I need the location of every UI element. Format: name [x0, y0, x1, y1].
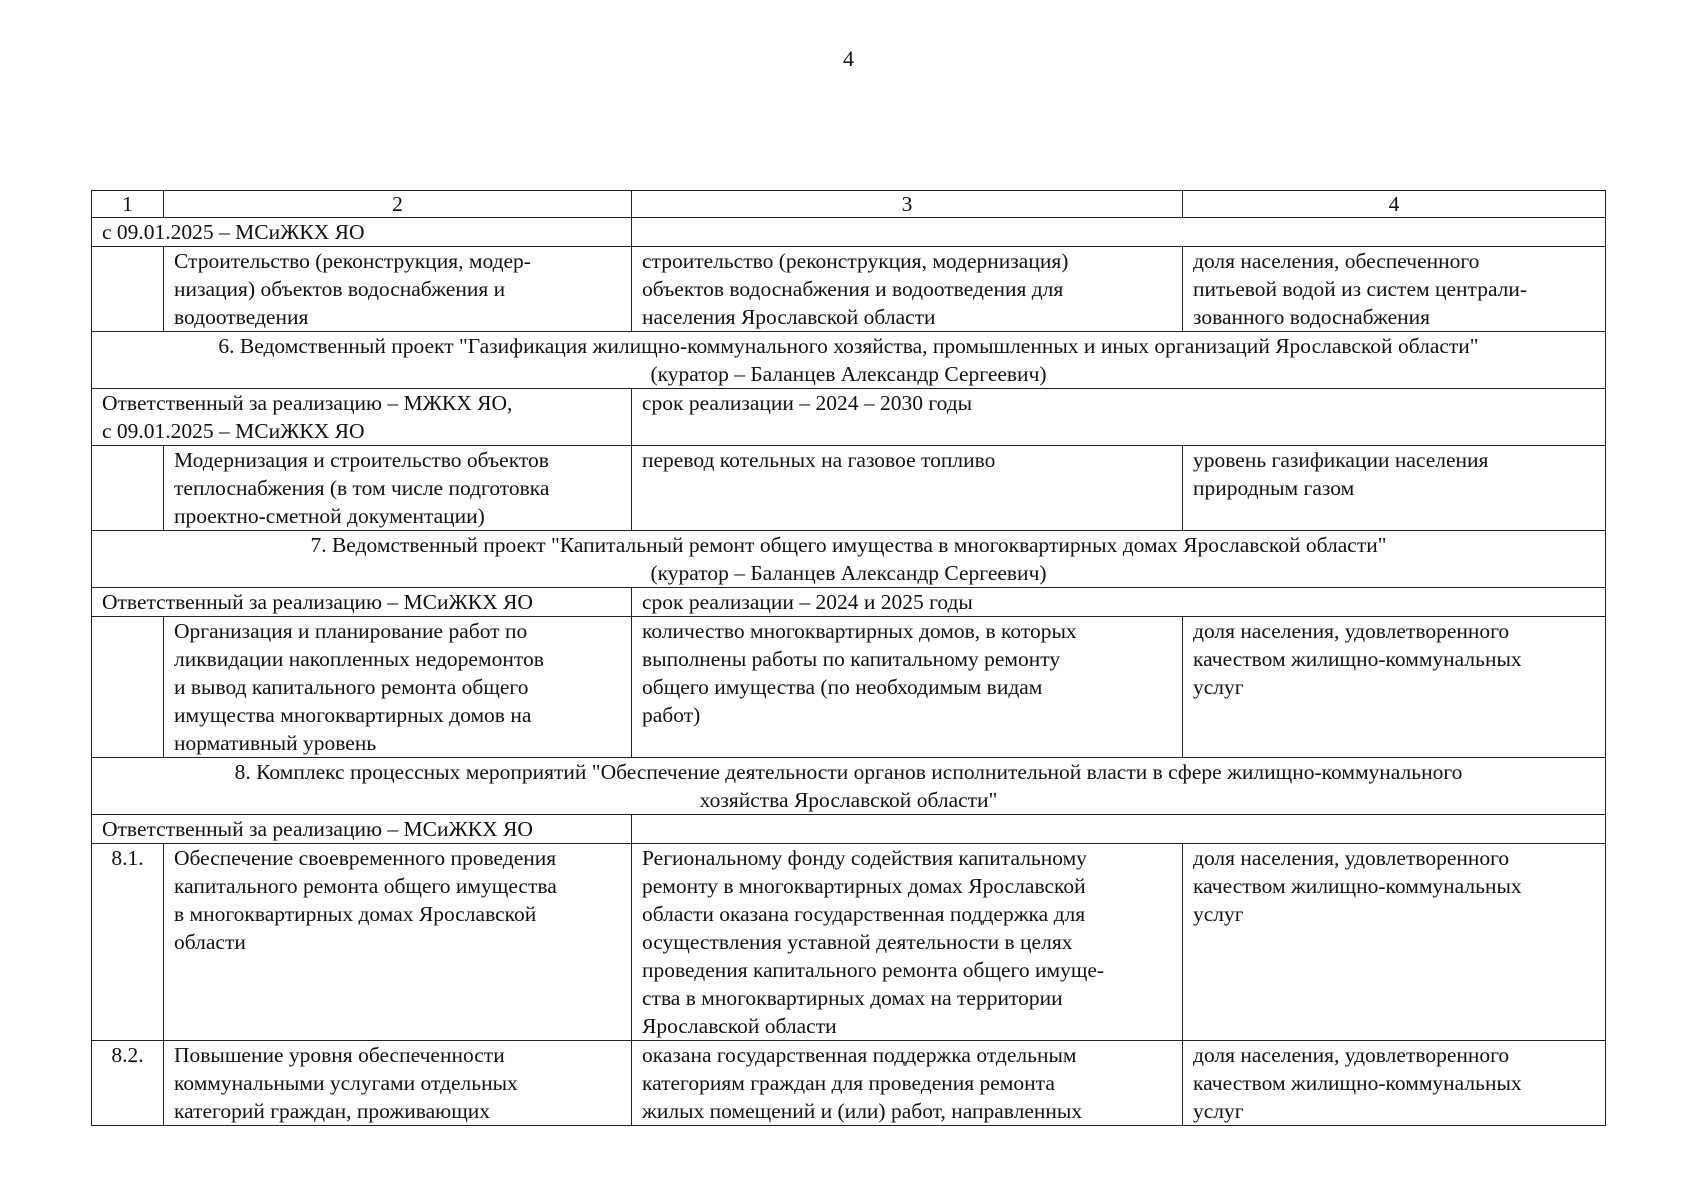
cell-line: качеством жилищно-коммунальных	[1193, 1071, 1522, 1095]
activity-cell	[164, 247, 632, 332]
cell-line: Строительство (реконструкция, модер-	[174, 249, 531, 273]
cell-line: 6. Ведомственный проект "Газификация жилищно-коммунального хозяйства, промышленных и иных организаций Ярославской области"	[218, 334, 1479, 358]
cell-line: нормативный уровень	[174, 731, 377, 755]
activity-cell	[164, 446, 632, 531]
indicator-cell	[1183, 446, 1606, 531]
cell-line: оказана государственная поддержка отдельным	[642, 1043, 1077, 1067]
cell-line: хозяйства Ярославской области"	[699, 788, 998, 812]
table-row	[92, 617, 1606, 758]
cell-line: Ответственный за реализацию – МСиЖКХ ЯО	[102, 817, 533, 841]
cell-line: услуг	[1193, 675, 1244, 699]
table-row	[92, 247, 1606, 332]
row-number-cell: 8.2.	[92, 1041, 164, 1126]
cell-line: с 09.01.2025 – МСиЖКХ ЯО	[102, 419, 365, 443]
cell-line: Обеспечение своевременного проведения	[174, 846, 557, 870]
cell-line: природным газом	[1193, 476, 1355, 500]
indicator-cell	[1183, 844, 1606, 1041]
empty-cell	[632, 815, 1606, 844]
table-row	[92, 389, 1606, 446]
cell-line: питьевой водой из систем централи-	[1193, 277, 1528, 301]
cell-line: доля населения, удовлетворенного	[1193, 846, 1510, 870]
cell-line: услуг	[1193, 902, 1244, 926]
cell-line: (куратор – Баланцев Александр Сергеевич)	[650, 362, 1047, 386]
table-row	[92, 218, 1606, 247]
cell-line: доля населения, удовлетворенного	[1193, 1043, 1510, 1067]
cell-line: строительство (реконструкция, модернизация)	[642, 249, 1069, 273]
cell-line: уровень газификации населения	[1193, 448, 1489, 472]
cell-line: категориям граждан для проведения ремонта	[642, 1071, 1055, 1095]
section-title-7	[92, 531, 1606, 588]
section-title-6	[92, 332, 1606, 389]
cell-line: низация) объектов водоснабжения и	[174, 277, 506, 301]
result-cell	[632, 1041, 1183, 1126]
header-cell-4: 4	[1183, 191, 1606, 218]
activity-cell	[164, 844, 632, 1041]
cell-line: ремонту в многоквартирных домах Ярославской	[642, 874, 1086, 898]
cell-line: объектов водоснабжения и водоотведения для	[642, 277, 1064, 301]
cell-line: категорий граждан, проживающих	[174, 1099, 491, 1123]
table-row	[92, 1041, 1606, 1126]
cell-line: ства в многоквартирных домах на территории	[642, 986, 1063, 1010]
section-row-7	[92, 531, 1606, 588]
cell-line: теплоснабжения (в том числе подготовка	[174, 476, 550, 500]
cell-line: с 09.01.2025 – МСиЖКХ ЯО	[102, 220, 365, 244]
header-cell-3: 3	[632, 191, 1183, 218]
deadline-cell	[632, 588, 1606, 617]
cell-line: Региональному фонду содействия капитальному	[642, 846, 1087, 870]
table-row	[92, 446, 1606, 531]
cell-line: срок реализации – 2024 и 2025 годы	[642, 590, 973, 614]
indicator-cell	[1183, 247, 1606, 332]
cell-line: 7. Ведомственный проект "Капитальный ремонт общего имущества в многоквартирных домах Ярославской области"	[310, 533, 1387, 557]
table-row	[92, 815, 1606, 844]
cell-line: населения Ярославской области	[642, 305, 936, 329]
cell-line: Ярославской области	[642, 1014, 837, 1038]
cell-line: доля населения, удовлетворенного	[1193, 619, 1510, 643]
responsible-cell	[92, 588, 632, 617]
result-cell	[632, 446, 1183, 531]
cell-line: Организация и планирование работ по	[174, 619, 528, 643]
cell-line: области	[174, 930, 246, 954]
cell-line: Ответственный за реализацию – МЖКХ ЯО,	[102, 391, 513, 415]
row-number-cell	[92, 617, 164, 758]
cell-line: водоотведения	[174, 305, 309, 329]
table-row	[92, 844, 1606, 1041]
indicator-cell	[1183, 617, 1606, 758]
cell-line: Ответственный за реализацию – МСиЖКХ ЯО	[102, 590, 533, 614]
cell-line: Повышение уровня обеспеченности	[174, 1043, 505, 1067]
cell-line: услуг	[1193, 1099, 1244, 1123]
cell-line: в многоквартирных домах Ярославской	[174, 902, 537, 926]
cell-line: перевод котельных на газовое топливо	[642, 448, 996, 472]
cell-line: доля населения, обеспеченного	[1193, 249, 1480, 273]
cell-line: капитального ремонта общего имущества	[174, 874, 557, 898]
responsible-cell	[92, 815, 632, 844]
cell-line: (куратор – Баланцев Александр Сергеевич)	[650, 561, 1047, 585]
header-cell-1: 1	[92, 191, 164, 218]
cell-line: работ)	[642, 703, 701, 727]
cell-line: качеством жилищно-коммунальных	[1193, 647, 1522, 671]
result-cell	[632, 247, 1183, 332]
table-row	[92, 588, 1606, 617]
row-number-cell: 8.1.	[92, 844, 164, 1041]
cell-line: проведения капитального ремонта общего имуще-	[642, 958, 1105, 982]
table-header-row	[92, 191, 1606, 218]
cell-line: проектно-сметной документации)	[174, 504, 485, 528]
cell-line: общего имущества (по необходимым видам	[642, 675, 1043, 699]
activity-cell	[164, 617, 632, 758]
cell-line: имущества многоквартирных домов на	[174, 703, 532, 727]
result-cell	[632, 844, 1183, 1041]
cell-line: осуществления уставной деятельности в целях	[642, 930, 1073, 954]
row-number-cell	[92, 446, 164, 531]
responsible-cell	[92, 389, 632, 446]
deadline-cell	[632, 389, 1606, 446]
responsible-cell	[92, 218, 632, 247]
cell-line: качеством жилищно-коммунальных	[1193, 874, 1522, 898]
cell-line: коммунальными услугами отдельных	[174, 1071, 518, 1095]
section-row-8	[92, 758, 1606, 815]
page-number: 4	[843, 46, 854, 71]
cell-line: ликвидации накопленных недоремонтов	[174, 647, 544, 671]
cell-line: и вывод капитального ремонта общего	[174, 675, 529, 699]
section-row-6	[92, 332, 1606, 389]
indicator-cell	[1183, 1041, 1606, 1126]
empty-cell	[632, 218, 1606, 247]
result-cell	[632, 617, 1183, 758]
cell-line: количество многоквартирных домов, в которых	[642, 619, 1077, 643]
cell-line: Модернизация и строительство объектов	[174, 448, 549, 472]
cell-line: области оказана государственная поддержка для	[642, 902, 1086, 926]
section-title-8	[92, 758, 1606, 815]
header-cell-2: 2	[164, 191, 632, 218]
cell-line: срок реализации – 2024 – 2030 годы	[642, 391, 973, 415]
cell-line: зованного водоснабжения	[1193, 305, 1431, 329]
activity-cell	[164, 1041, 632, 1126]
cell-line: выполнены работы по капитальному ремонту	[642, 647, 1061, 671]
cell-line: 8. Комплекс процессных мероприятий "Обеспечение деятельности органов исполнительной власти в сфере жилищно-коммунального	[234, 760, 1463, 784]
document-table	[91, 190, 1606, 1126]
row-number-cell	[92, 247, 164, 332]
cell-line: жилых помещений и (или) работ, направленных	[642, 1099, 1083, 1123]
